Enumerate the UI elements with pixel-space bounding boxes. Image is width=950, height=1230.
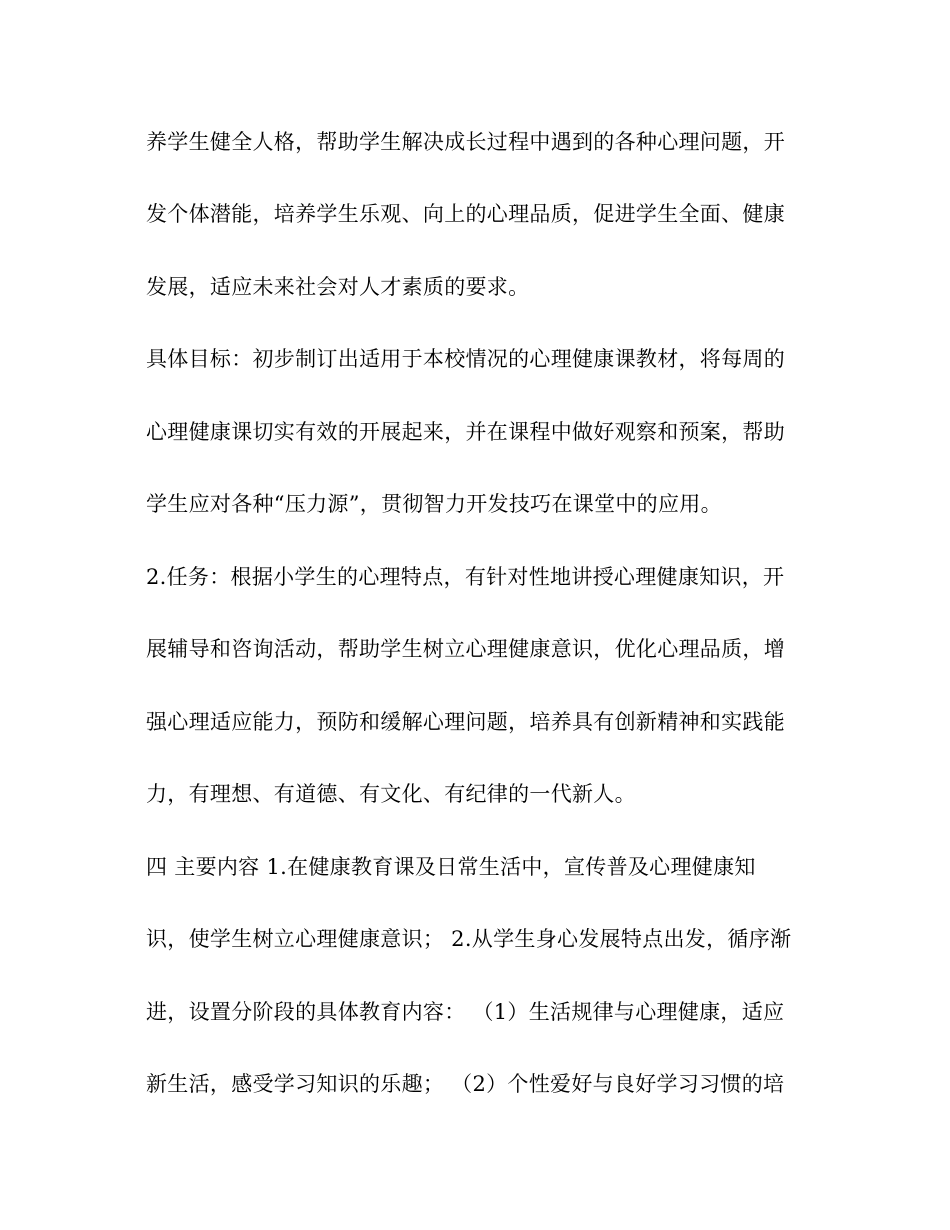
text-line: 心理健康课切实有效的开展起来，并在课程中做好观察和预案，帮助 <box>146 420 785 444</box>
text-line: 四 主要内容 1.在健康教育课及日常生活中，宣传普及心理健康知 <box>146 855 756 879</box>
text-line: 识，使学生树立心理健康意识； 2.从学生身心发展特点出发，循序渐 <box>146 927 792 951</box>
text-line: 发个体潜能，培养学生乐观、向上的心理品质，促进学生全面、健康 <box>146 202 785 226</box>
text-line: 进，设置分阶段的具体教育内容： （1）生活规律与心理健康，适应 <box>146 1000 785 1024</box>
text-line: 力，有理想、有道德、有文化、有纪律的一代新人。 <box>146 782 636 806</box>
text-line: 养学生健全人格，帮助学生解决成长过程中遇到的各种心理问题，开 <box>146 130 785 154</box>
text-line: 具体目标：初步制订出适用于本校情况的心理健康课教材，将每周的 <box>146 347 785 371</box>
text-line: 展辅导和咨询活动，帮助学生树立心理健康意识，优化心理品质，增 <box>146 637 785 661</box>
text-line: 2.任务：根据小学生的心理特点，有针对性地讲授心理健康知识，开 <box>146 565 785 589</box>
text-line: 发展，适应未来社会对人才素质的要求。 <box>146 275 530 299</box>
text-line: 新生活，感受学习知识的乐趣； （2）个性爱好与良好学习习惯的培 <box>146 1072 785 1096</box>
text-line: 学生应对各种“压力源”，贯彻智力开发技巧在课堂中的应用。 <box>146 492 722 516</box>
text-line: 强心理适应能力，预防和缓解心理问题，培养具有创新精神和实践能 <box>146 710 785 734</box>
